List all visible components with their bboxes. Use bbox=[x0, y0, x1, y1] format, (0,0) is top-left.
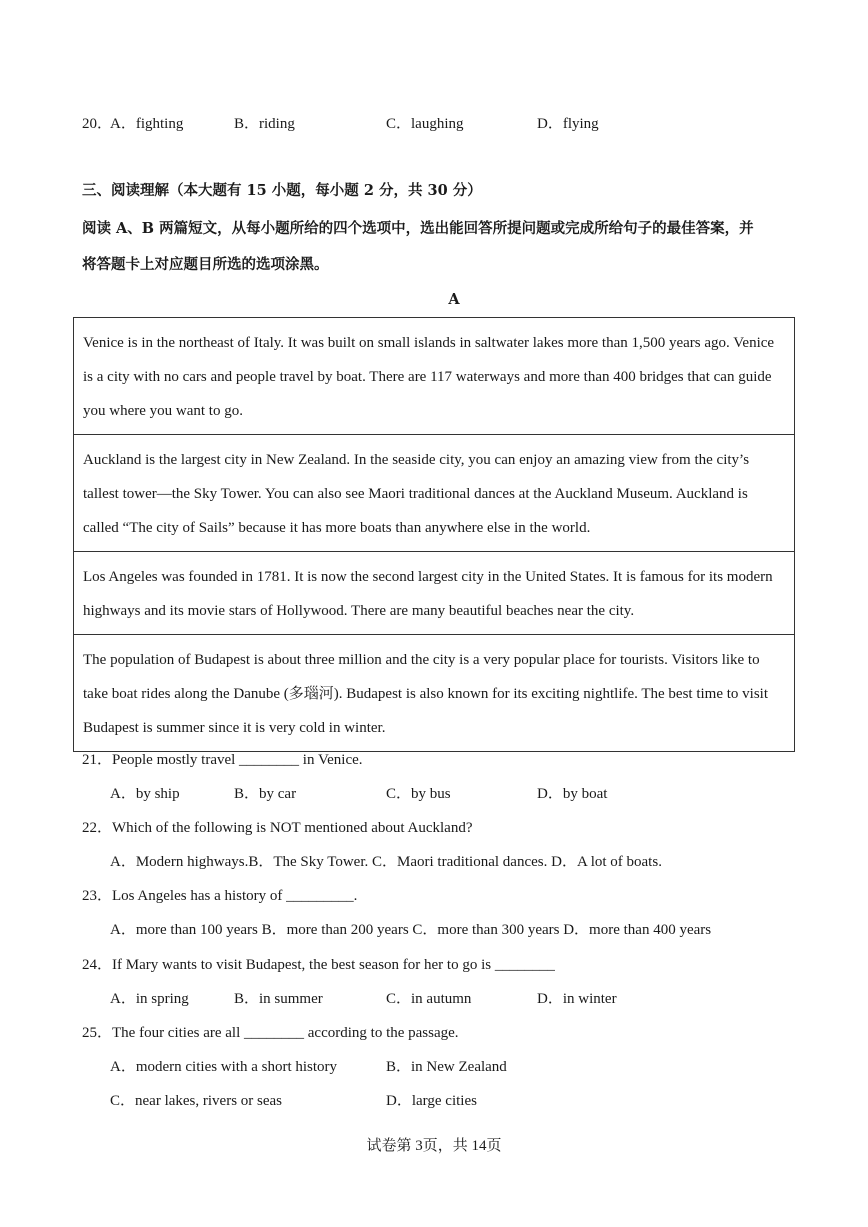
q25-option-c: C．near lakes, rivers or seas bbox=[110, 1093, 283, 1109]
question-21-stem: 21．People mostly travel ________ in Venice. bbox=[82, 752, 363, 768]
q21-option-c: C．by bus bbox=[386, 786, 451, 802]
passage-row-budapest bbox=[74, 635, 795, 752]
option-a: A．fighting bbox=[110, 116, 184, 132]
passage-auckland: Auckland is the largest city in New Zealand. In the seaside city, you can enjoy an amazing view from the city’s tallest tower—the Sky Tower. You can also see Maori traditional dances at the Auckland Museum. Auckland is called “The city of Sails” because it has more boats than anywhere else in the world. bbox=[74, 435, 795, 552]
passage-row-los-angeles bbox=[74, 552, 795, 635]
question-23-stem: 23．Los Angeles has a history of _________. bbox=[82, 888, 358, 904]
question-25-stem: 25．The four cities are all ________ according to the passage. bbox=[82, 1025, 459, 1041]
page-footer: 试卷第 3页，共 14页 bbox=[366, 1138, 502, 1154]
passage-row-auckland bbox=[74, 435, 795, 552]
option-c: C．laughing bbox=[386, 116, 464, 132]
q21-option-d: D．by boat bbox=[537, 786, 608, 802]
passage-row-venice bbox=[74, 318, 795, 435]
passage-label: A bbox=[448, 291, 460, 308]
q24-option-d: D．in winter bbox=[537, 991, 617, 1007]
question-22-stem: 22．Which of the following is NOT mentioned about Auckland? bbox=[82, 820, 473, 836]
section-heading: 三、阅读理解（本大题有 15 小题，每小题 2 分，共 30 分） bbox=[82, 182, 482, 199]
q25-option-a: A．modern cities with a short history bbox=[110, 1059, 338, 1075]
q22-options: A．Modern highways.B．The Sky Tower. C．Maori traditional dances. D．A lot of boats. bbox=[110, 854, 662, 870]
q24-option-c: C．in autumn bbox=[386, 991, 472, 1007]
section-instruction-line-2: 将答题卡上对应题目所选的选项涂黑。 bbox=[82, 256, 329, 273]
question-24-stem: 24．If Mary wants to visit Budapest, the best season for her to go is ________ bbox=[82, 957, 555, 973]
q24-option-a: A．in spring bbox=[110, 991, 189, 1007]
section-instruction-line-1: 阅读 A、B 两篇短文，从每小题所给的四个选项中，选出能回答所提问题或完成所给句子的最佳答案，并 bbox=[82, 220, 754, 237]
q21-option-a: A．by ship bbox=[110, 786, 180, 802]
question-20-number: 20． bbox=[82, 116, 113, 132]
q25-option-d: D．large cities bbox=[386, 1093, 477, 1109]
q24-option-b: B．in summer bbox=[234, 991, 323, 1007]
option-d: D．flying bbox=[537, 116, 599, 132]
q25-option-b: B．in New Zealand bbox=[386, 1059, 507, 1075]
q21-option-b: B．by car bbox=[234, 786, 297, 802]
passage-venice: Venice is in the northeast of Italy. It was built on small islands in saltwater lakes more than 1,500 years ago. Venice is a city with no cars and people travel by boat. There are 117 waterways and more than 400 bridges that can guide you where you want to go. bbox=[74, 318, 795, 435]
q23-options: A．more than 100 years B．more than 200 years C．more than 300 years D．more than 400 years bbox=[110, 922, 712, 938]
passage-budapest: The population of Budapest is about three million and the city is a very popular place for tourists. Visitors like to take boat rides along the Danube (多瑙河). Budapest is also known for its exciting nightlife. The best time to visit Budapest is summer since it is very cold in winter. bbox=[74, 635, 795, 752]
option-b: B．riding bbox=[234, 116, 295, 132]
passage-los-angeles: Los Angeles was founded in 1781. It is now the second largest city in the United States. It is famous for its modern highways and its movie stars of Hollywood. There are many beautiful beaches near the city. bbox=[74, 552, 795, 635]
passages-table bbox=[73, 317, 795, 752]
